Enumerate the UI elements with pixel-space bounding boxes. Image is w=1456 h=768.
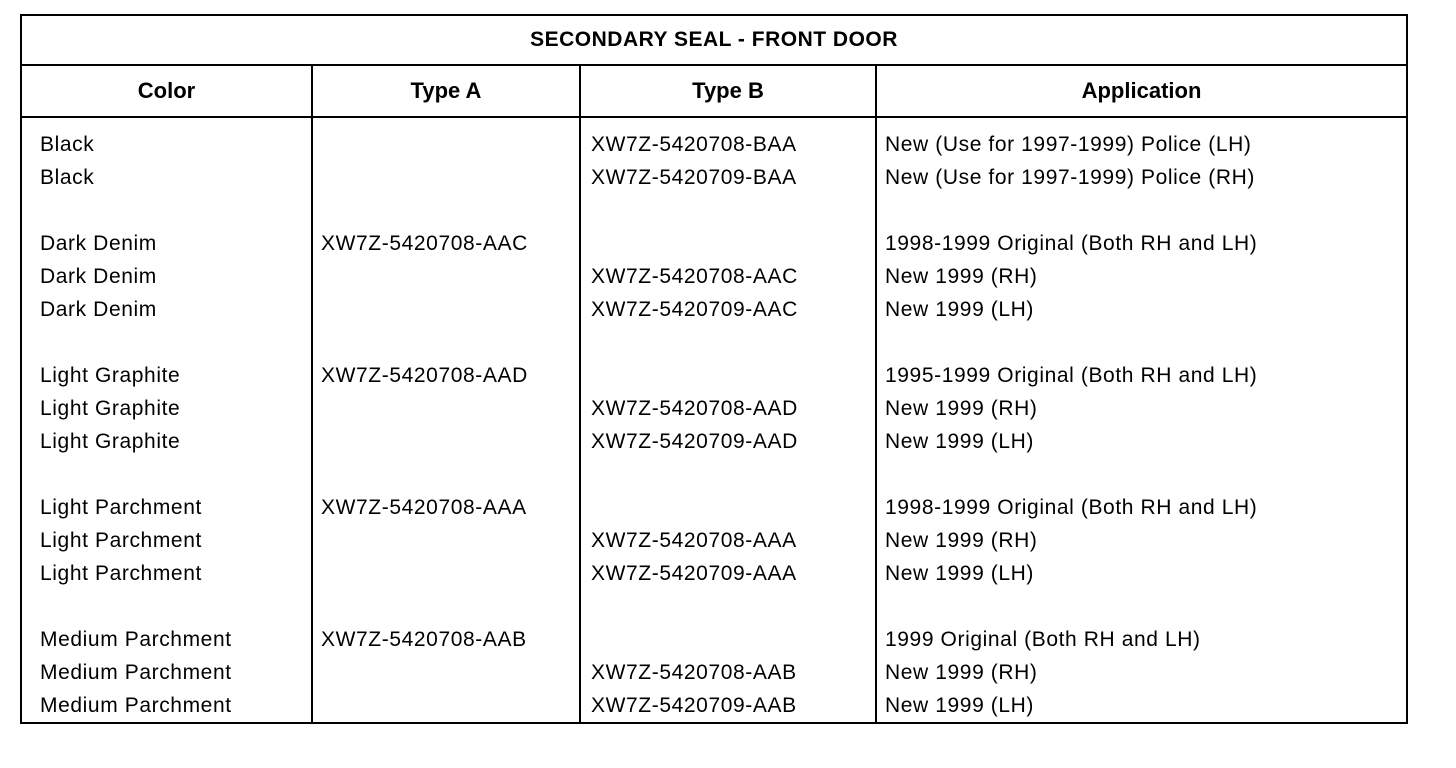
header-color: Color [22, 66, 313, 116]
cell-color: Black [40, 166, 95, 189]
cell-application: New (Use for 1997-1999) Police (LH) [885, 133, 1252, 156]
column-application [877, 118, 1406, 724]
cell-application: New (Use for 1997-1999) Police (RH) [885, 166, 1255, 189]
cell-type-a: XW7Z-5420708-AAC [321, 232, 528, 255]
cell-type-b: XW7Z-5420709-AAD [591, 430, 798, 453]
column-color [22, 118, 313, 724]
header-application: Application [1081, 78, 1202, 103]
cell-application: 1999 Original (Both RH and LH) [885, 628, 1201, 651]
cell-type-a [321, 128, 579, 161]
table-body [22, 118, 1406, 724]
row-group [321, 128, 579, 194]
cell-type-a: XW7Z-5420708-AAA [321, 496, 527, 519]
cell-type-b: XW7Z-5420708-AAA [591, 529, 797, 552]
cell-type-b: XW7Z-5420709-AAB [591, 694, 797, 717]
row-group [885, 491, 1406, 590]
cell-application: 1995-1999 Original (Both RH and LH) [885, 364, 1258, 387]
cell-type-b [591, 623, 875, 656]
cell-type-a [321, 689, 579, 722]
row-group [885, 359, 1406, 458]
cell-type-b: XW7Z-5420709-AAA [591, 562, 797, 585]
cell-application: New 1999 (RH) [885, 529, 1038, 552]
row-group [40, 623, 311, 722]
cell-type-b [591, 359, 875, 392]
row-group [321, 623, 579, 722]
row-group [321, 227, 579, 326]
cell-type-b: XW7Z-5420709-AAC [591, 298, 798, 321]
row-group [591, 227, 875, 326]
header-type-a: Type A [313, 66, 581, 116]
cell-application: 1998-1999 Original (Both RH and LH) [885, 496, 1258, 519]
cell-color: Light Graphite [40, 430, 181, 453]
row-group [591, 128, 875, 194]
cell-type-a [321, 524, 579, 557]
row-group [40, 227, 311, 326]
header-type-b: Type B [581, 66, 877, 116]
cell-color: Light Parchment [40, 529, 202, 552]
cell-type-a [321, 293, 579, 326]
cell-color: Dark Denim [40, 232, 157, 255]
cell-type-b: XW7Z-5420708-AAC [591, 265, 798, 288]
cell-type-b [591, 491, 875, 524]
cell-color: Light Parchment [40, 562, 202, 585]
table-title: SECONDARY SEAL - FRONT DOOR [22, 16, 1406, 66]
cell-application: New 1999 (RH) [885, 661, 1038, 684]
cell-type-a [321, 557, 579, 590]
row-group [40, 491, 311, 590]
cell-application: New 1999 (LH) [885, 430, 1035, 453]
cell-type-b: XW7Z-5420708-AAB [591, 661, 797, 684]
cell-application: New 1999 (LH) [885, 298, 1035, 321]
cell-type-a [321, 425, 579, 458]
cell-type-b [591, 227, 875, 260]
row-group [885, 128, 1406, 194]
row-group [885, 623, 1406, 722]
row-group [591, 491, 875, 590]
cell-color: Light Graphite [40, 364, 181, 387]
row-group [40, 128, 311, 194]
column-type-a [313, 118, 581, 724]
cell-color: Medium Parchment [40, 694, 232, 717]
row-group [40, 359, 311, 458]
cell-type-b: XW7Z-5420709-BAA [591, 166, 797, 189]
table-header-row [22, 66, 1406, 118]
cell-application: New 1999 (RH) [885, 397, 1038, 420]
row-group [591, 359, 875, 458]
cell-type-a [321, 260, 579, 293]
cell-color: Medium Parchment [40, 628, 232, 651]
cell-color: Dark Denim [40, 265, 157, 288]
cell-color: Medium Parchment [40, 661, 232, 684]
cell-application: 1998-1999 Original (Both RH and LH) [885, 232, 1258, 255]
cell-type-a: XW7Z-5420708-AAD [321, 364, 528, 387]
cell-color: Black [40, 133, 95, 156]
row-group [591, 623, 875, 722]
cell-type-a [321, 656, 579, 689]
cell-type-b: XW7Z-5420708-AAD [591, 397, 798, 420]
cell-type-a: XW7Z-5420708-AAB [321, 628, 527, 651]
row-group [885, 227, 1406, 326]
cell-color: Light Parchment [40, 496, 202, 519]
cell-type-b: XW7Z-5420708-BAA [591, 133, 797, 156]
cell-type-a [321, 161, 579, 194]
parts-table [20, 14, 1408, 724]
cell-application: New 1999 (LH) [885, 694, 1035, 717]
row-group [321, 491, 579, 590]
column-type-b [581, 118, 877, 724]
cell-color: Dark Denim [40, 298, 157, 321]
cell-color: Light Graphite [40, 397, 181, 420]
row-group [321, 359, 579, 458]
cell-application: New 1999 (RH) [885, 265, 1038, 288]
cell-type-a [321, 392, 579, 425]
cell-application: New 1999 (LH) [885, 562, 1035, 585]
